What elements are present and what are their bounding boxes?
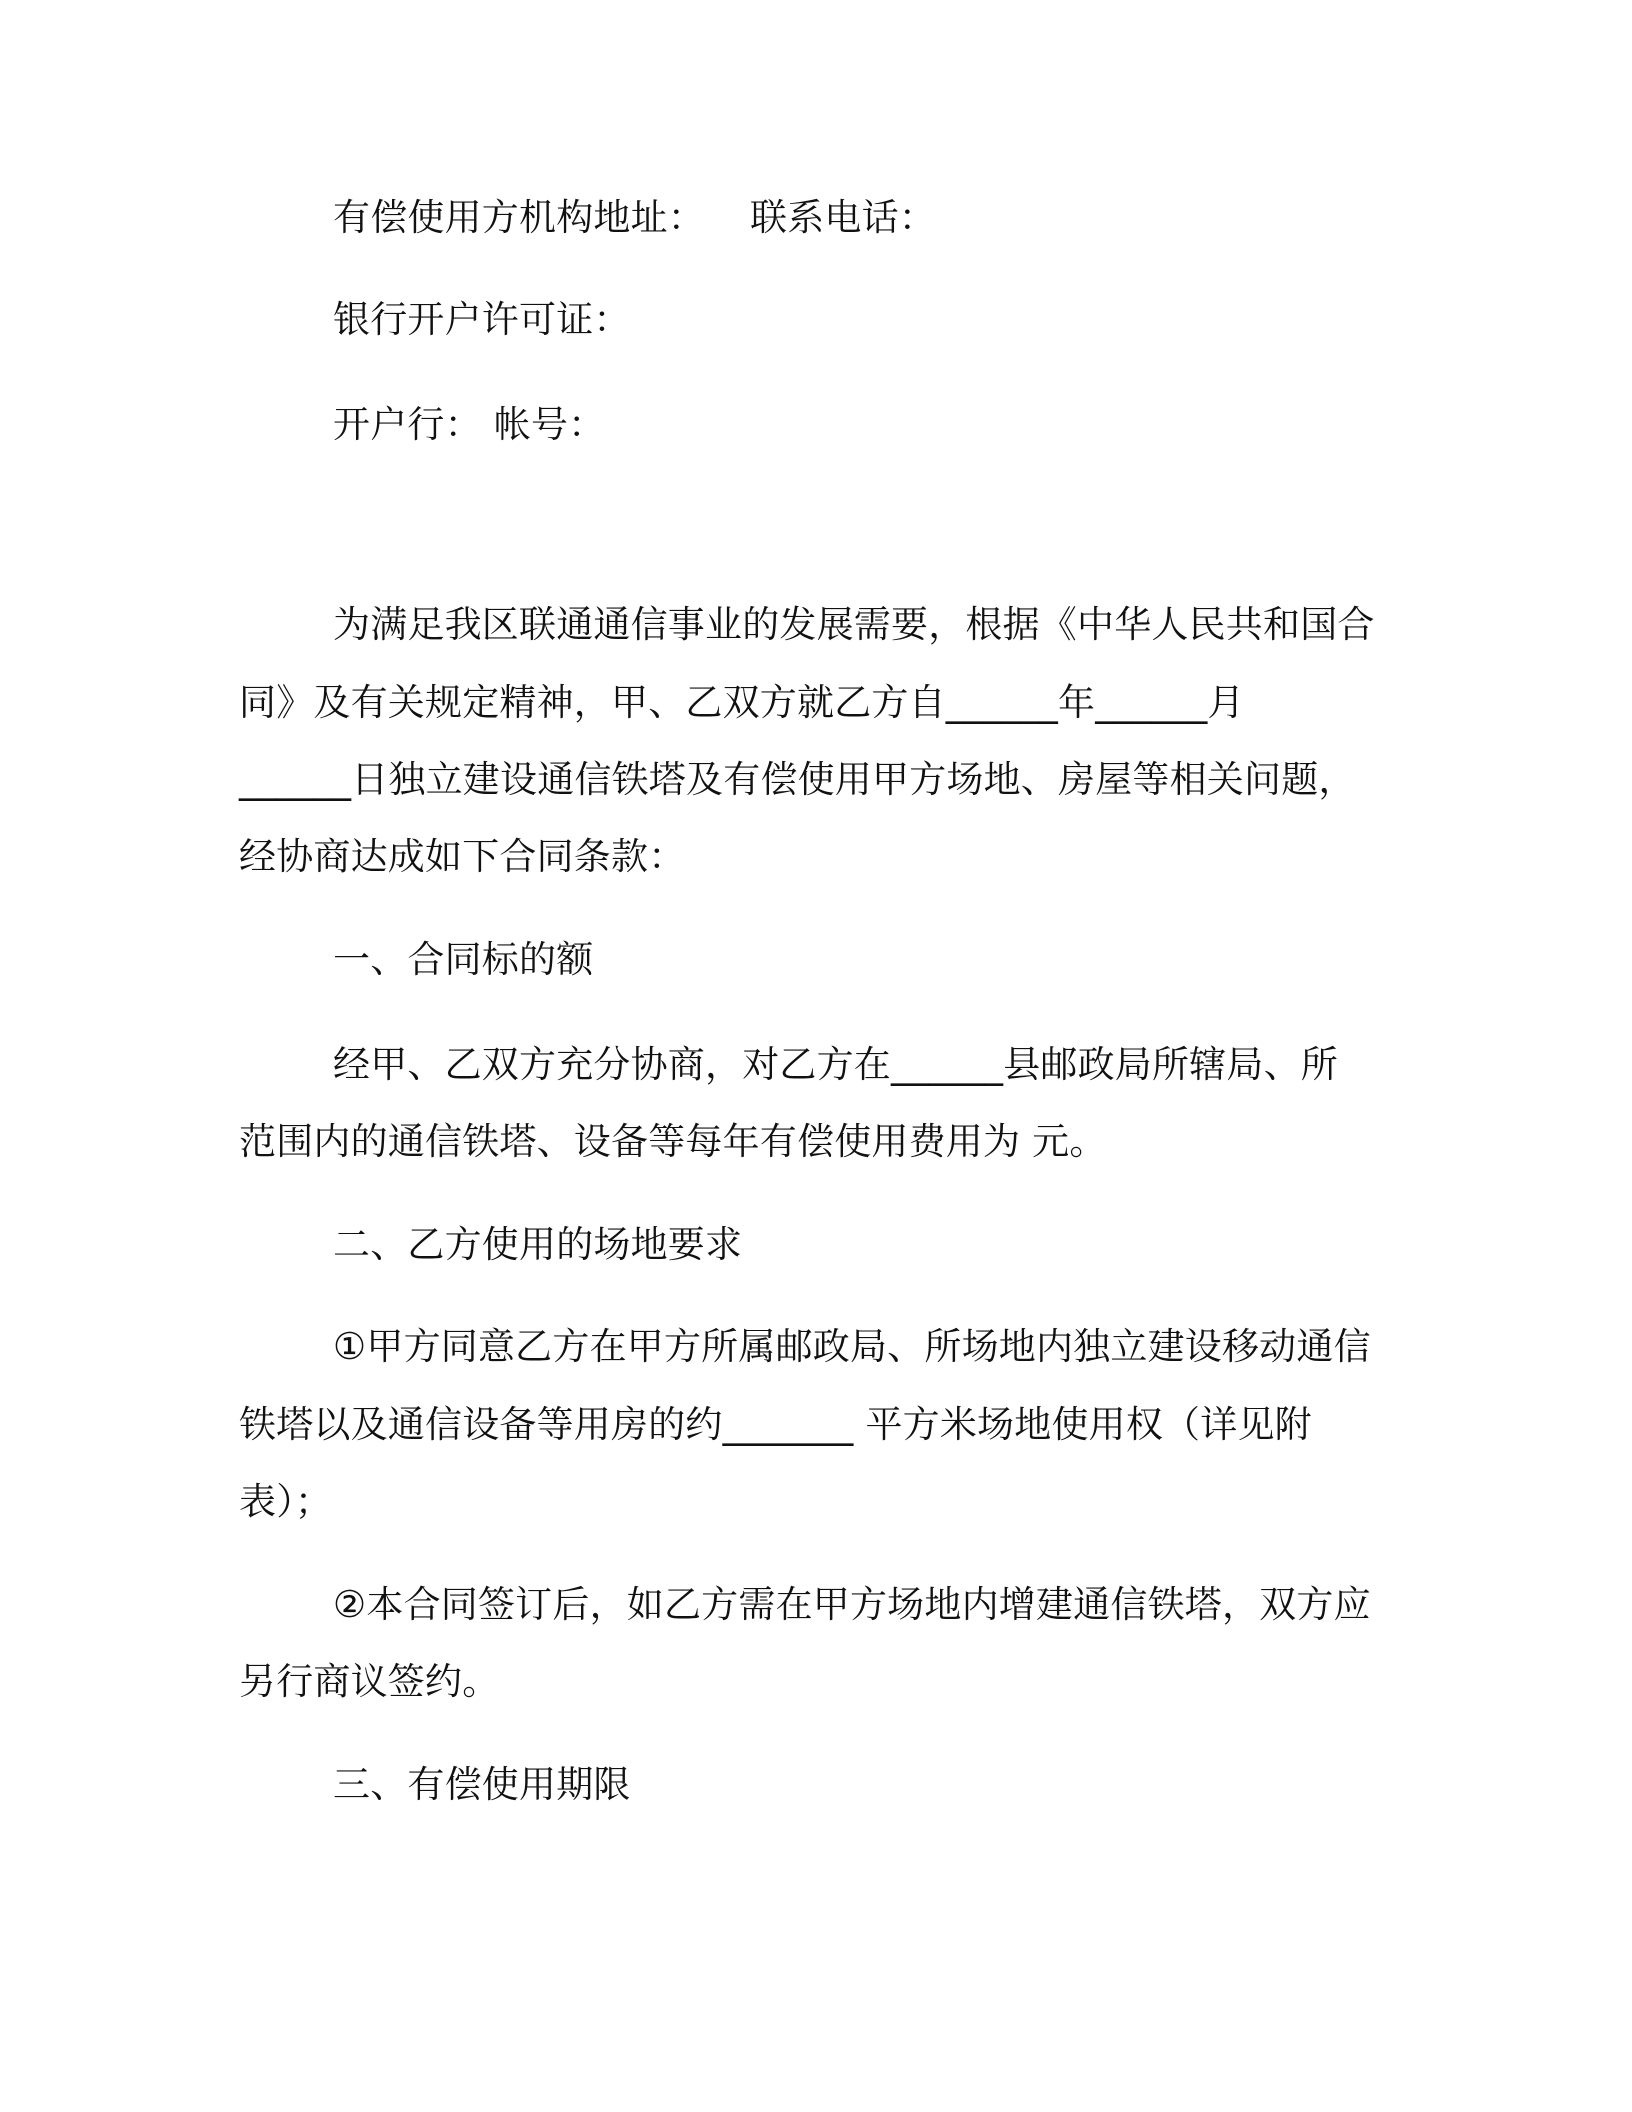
section1-line-1: 经甲、乙双方充分协商，对乙方在______县邮政局所辖局、所 [333, 1043, 1338, 1086]
section2-item1-line-1: ①甲方同意乙方在甲方所属邮政局、所场地内独立建设移动通信 [333, 1325, 1371, 1368]
intro-line-4: 经协商达成如下合同条款： [239, 835, 686, 878]
section2-item1-line-3: 表）； [239, 1480, 333, 1523]
section1-heading: 一、合同标的额 [333, 938, 594, 981]
section3-heading: 三、有偿使用期限 [333, 1763, 631, 1806]
intro-line-1: 为满足我区联通通信事业的发展需要，根据《中华人民共和国合 [333, 603, 1375, 646]
intro-line-2: 同》及有关规定精神，甲、乙双方就乙方自______年______月 [239, 681, 1245, 724]
bank-account-label: 开户行： 帐号： [333, 403, 606, 446]
section2-item2-line-2: 另行商议签约。 [239, 1660, 500, 1703]
section2-item2-line-1: ②本合同签订后，如乙方需在甲方场地内增建通信铁塔，双方应 [333, 1583, 1371, 1626]
section1-line-2: 范围内的通信铁塔、设备等每年有偿使用费用为 元。 [239, 1120, 1107, 1163]
bank-permit-label: 银行开户许可证： [333, 298, 631, 341]
address-label: 有偿使用方机构地址： [333, 196, 705, 239]
intro-line-3: ______日独立建设通信铁塔及有偿使用甲方场地、房屋等相关问题， [239, 758, 1356, 801]
section2-item1-line-2: 铁塔以及通信设备等用房的约_______ 平方米场地使用权（详见附 [239, 1403, 1312, 1446]
section2-heading: 二、乙方使用的场地要求 [333, 1223, 743, 1266]
phone-label: 联系电话： [750, 196, 936, 239]
